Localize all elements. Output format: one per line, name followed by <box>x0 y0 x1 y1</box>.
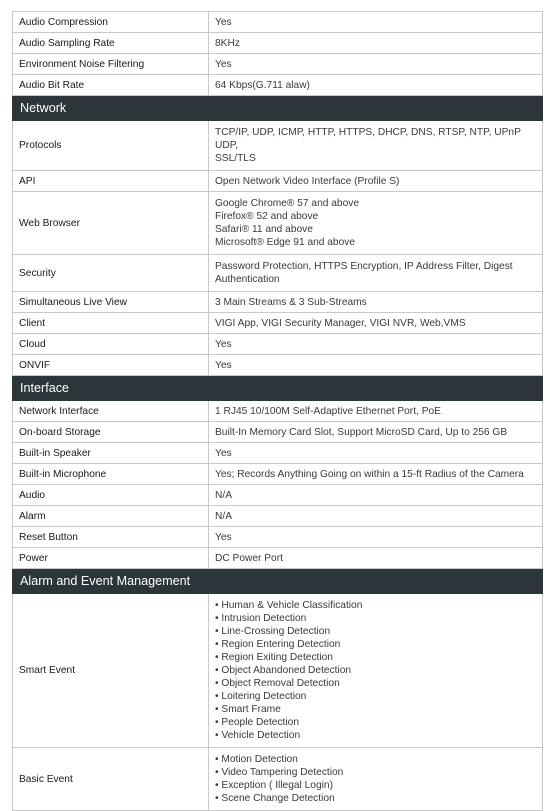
spec-value <box>209 464 543 485</box>
spec-row <box>13 255 543 292</box>
spec-value <box>209 255 543 292</box>
spec-label: Simultaneous Live View <box>13 292 209 313</box>
spec-row <box>13 594 543 748</box>
spec-value-line: • Smart Frame <box>215 704 281 715</box>
spec-value-line: • Loitering Detection <box>215 691 307 702</box>
spec-label: Smart Event <box>13 594 209 748</box>
spec-value-line: Open Network Video Interface (Profile S) <box>215 175 400 187</box>
spec-value-line: • Scene Change Detection <box>215 793 335 804</box>
spec-label: Built-in Speaker <box>13 443 209 464</box>
spec-value-line: Yes <box>215 58 232 70</box>
spec-value-line: Firefox® 52 and above <box>215 211 319 222</box>
spec-value <box>209 748 543 811</box>
spec-value <box>209 443 543 464</box>
spec-label: Audio Compression <box>13 12 209 33</box>
spec-value-line: 3 Main Streams & 3 Sub-Streams <box>215 296 367 308</box>
spec-row <box>13 355 543 376</box>
spec-value-line: • Object Removal Detection <box>215 678 340 689</box>
section-title: Alarm and Event Management <box>13 569 543 594</box>
spec-label: Environment Noise Filtering <box>13 54 209 75</box>
spec-value-line: Yes <box>215 447 232 459</box>
spec-value-line: DC Power Port <box>215 552 283 564</box>
spec-label: Security <box>13 255 209 292</box>
spec-value <box>209 33 543 54</box>
spec-value-line: • Video Tampering Detection <box>215 767 344 778</box>
spec-value-line: Yes <box>215 359 232 371</box>
spec-label: Audio Bit Rate <box>13 75 209 96</box>
spec-label: API <box>13 171 209 192</box>
spec-sheet <box>12 11 542 811</box>
spec-value <box>209 171 543 192</box>
spec-label: Audio Sampling Rate <box>13 33 209 54</box>
spec-value <box>209 401 543 422</box>
spec-value-line: Microsoft® Edge 91 and above <box>215 237 356 248</box>
spec-label: Basic Event <box>13 748 209 811</box>
spec-value-line: • Line-Crossing Detection <box>215 626 331 637</box>
spec-value-line: SSL/TLS <box>215 153 256 164</box>
spec-row <box>13 506 543 527</box>
spec-value-line: • People Detection <box>215 717 299 728</box>
spec-row <box>13 292 543 313</box>
spec-row <box>13 54 543 75</box>
spec-row <box>13 464 543 485</box>
spec-value-line: Yes <box>215 16 232 28</box>
spec-value-line: • Region Exiting Detection <box>215 652 333 663</box>
spec-value-line: VIGI App, VIGI Security Manager, VIGI NVR, Web,VMS <box>215 317 466 329</box>
spec-value-line: Authentication <box>215 274 280 285</box>
spec-label: Client <box>13 313 209 334</box>
spec-label: Power <box>13 548 209 569</box>
spec-value <box>209 75 543 96</box>
spec-table <box>12 11 543 811</box>
spec-row <box>13 12 543 33</box>
section-title: Network <box>13 96 543 121</box>
spec-row <box>13 75 543 96</box>
spec-row <box>13 422 543 443</box>
spec-value-line: TCP/IP, UDP, ICMP, HTTP, HTTPS, DHCP, DNS, RTSP, NTP, UPnP UDP, <box>215 127 521 151</box>
spec-row <box>13 485 543 506</box>
spec-value-line: • Object Abandoned Detection <box>215 665 352 676</box>
spec-label: Protocols <box>13 121 209 171</box>
spec-row <box>13 748 543 811</box>
spec-row <box>13 443 543 464</box>
spec-row <box>13 33 543 54</box>
spec-value-line: • Human & Vehicle Classification <box>215 600 363 611</box>
spec-value <box>209 506 543 527</box>
spec-value <box>209 334 543 355</box>
spec-label: ONVIF <box>13 355 209 376</box>
spec-row <box>13 192 543 255</box>
spec-value-line: • Motion Detection <box>215 754 298 765</box>
section-title: Interface <box>13 376 543 401</box>
spec-value <box>209 192 543 255</box>
spec-value <box>209 422 543 443</box>
spec-value-line: 64 Kbps(G.711 alaw) <box>215 79 310 91</box>
spec-row <box>13 401 543 422</box>
spec-row <box>13 334 543 355</box>
spec-value <box>209 527 543 548</box>
spec-label: Audio <box>13 485 209 506</box>
spec-table-body <box>13 12 543 811</box>
section-header <box>13 376 543 401</box>
spec-label: Cloud <box>13 334 209 355</box>
spec-row <box>13 171 543 192</box>
spec-value <box>209 12 543 33</box>
spec-value-line: Built-In Memory Card Slot, Support MicroSD Card, Up to 256 GB <box>215 426 508 438</box>
spec-value-line: Google Chrome® 57 and above <box>215 198 359 209</box>
spec-value-line: • Intrusion Detection <box>215 613 307 624</box>
spec-label: Reset Button <box>13 527 209 548</box>
spec-value <box>209 485 543 506</box>
spec-value-line: 8KHz <box>215 37 240 49</box>
spec-value-line: Safari® 11 and above <box>215 224 313 235</box>
section-header <box>13 569 543 594</box>
spec-value-line: Yes <box>215 338 232 350</box>
spec-row <box>13 548 543 569</box>
spec-value-line: Password Protection, HTTPS Encryption, IP Address Filter, Digest <box>215 261 513 272</box>
spec-value <box>209 548 543 569</box>
spec-value-line: N/A <box>215 489 232 501</box>
spec-value-line: • Exception ( Illegal Login) <box>215 780 333 791</box>
spec-row <box>13 527 543 548</box>
spec-value-line: N/A <box>215 510 232 522</box>
spec-value <box>209 121 543 171</box>
spec-value <box>209 54 543 75</box>
spec-label: On-board Storage <box>13 422 209 443</box>
spec-label: Web Browser <box>13 192 209 255</box>
spec-value <box>209 313 543 334</box>
spec-row <box>13 121 543 171</box>
spec-value-line: 1 RJ45 10/100M Self-Adaptive Ethernet Port, PoE <box>215 405 441 417</box>
section-header <box>13 96 543 121</box>
spec-value <box>209 355 543 376</box>
spec-value <box>209 594 543 748</box>
spec-value-line: Yes; Records Anything Going on within a 15-ft Radius of the Camera <box>215 468 524 480</box>
spec-value-line: • Region Entering Detection <box>215 639 341 650</box>
spec-label: Network Interface <box>13 401 209 422</box>
spec-value-line: • Vehicle Detection <box>215 730 301 741</box>
spec-row <box>13 313 543 334</box>
spec-label: Alarm <box>13 506 209 527</box>
spec-label: Built-in Microphone <box>13 464 209 485</box>
spec-value-line: Yes <box>215 531 232 543</box>
spec-value <box>209 292 543 313</box>
